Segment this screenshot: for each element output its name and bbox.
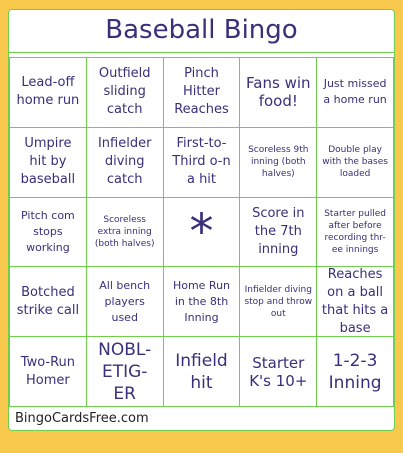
bingo-cell-r5c4[interactable]: Starter K's 10+ <box>240 337 317 407</box>
bingo-cell-r1c4[interactable]: Fans win food! <box>240 58 317 128</box>
bingo-cell-r2c5[interactable]: Double play with the bases loaded <box>317 128 394 198</box>
bingo-cell-r2c1[interactable]: Umpire hit by baseball <box>10 128 87 198</box>
bingo-cell-r1c3[interactable]: Pinch Hitter Reaches <box>164 58 241 128</box>
bingo-cell-r4c5[interactable]: Reaches on a ball that hits a base <box>317 267 394 337</box>
bingo-cell-r5c1[interactable]: Two-Run Homer <box>10 337 87 407</box>
bingo-cell-r1c1[interactable]: Lead-off home run <box>10 58 87 128</box>
bingo-cell-r5c5[interactable]: 1-2-3 Inning <box>317 337 394 407</box>
bingo-cell-r5c3[interactable]: Infield hit <box>164 337 241 407</box>
site-credit: BingoCardsFree.com <box>15 411 149 426</box>
bingo-cell-r3c4[interactable]: Score in the 7th inning <box>240 198 317 268</box>
bingo-cell-r1c5[interactable]: Just missed a home run <box>317 58 394 128</box>
bingo-cell-r4c4[interactable]: Infielder diving stop and throw out <box>240 267 317 337</box>
bingo-cell-r4c3[interactable]: Home Run in the 8th Inning <box>164 267 241 337</box>
card-title: Baseball Bingo <box>9 10 394 53</box>
free-space-star-icon[interactable]: * <box>164 198 241 268</box>
bingo-cell-r2c4[interactable]: Scoreless 9th inning (both halves) <box>240 128 317 198</box>
bingo-cell-r3c1[interactable]: Pitch com stops working <box>10 198 87 268</box>
bingo-cell-r2c3[interactable]: First-to-Third o-n a hit <box>164 128 241 198</box>
bingo-cell-r2c2[interactable]: Infielder diving catch <box>87 128 164 198</box>
bingo-cell-r3c2[interactable]: Scoreless extra inning (both halves) <box>87 198 164 268</box>
bingo-cell-r1c2[interactable]: Outfield sliding catch <box>87 58 164 128</box>
bingo-cell-r4c1[interactable]: Botched strike call <box>10 267 87 337</box>
bingo-cell-r4c2[interactable]: All bench players used <box>87 267 164 337</box>
bingo-cell-r5c2[interactable]: NOBL-ETIG-ER <box>87 337 164 407</box>
bingo-card <box>8 9 395 431</box>
bingo-grid <box>9 57 394 407</box>
bingo-cell-r3c5[interactable]: Starter pulled after before recording thr-ee innings <box>317 198 394 268</box>
